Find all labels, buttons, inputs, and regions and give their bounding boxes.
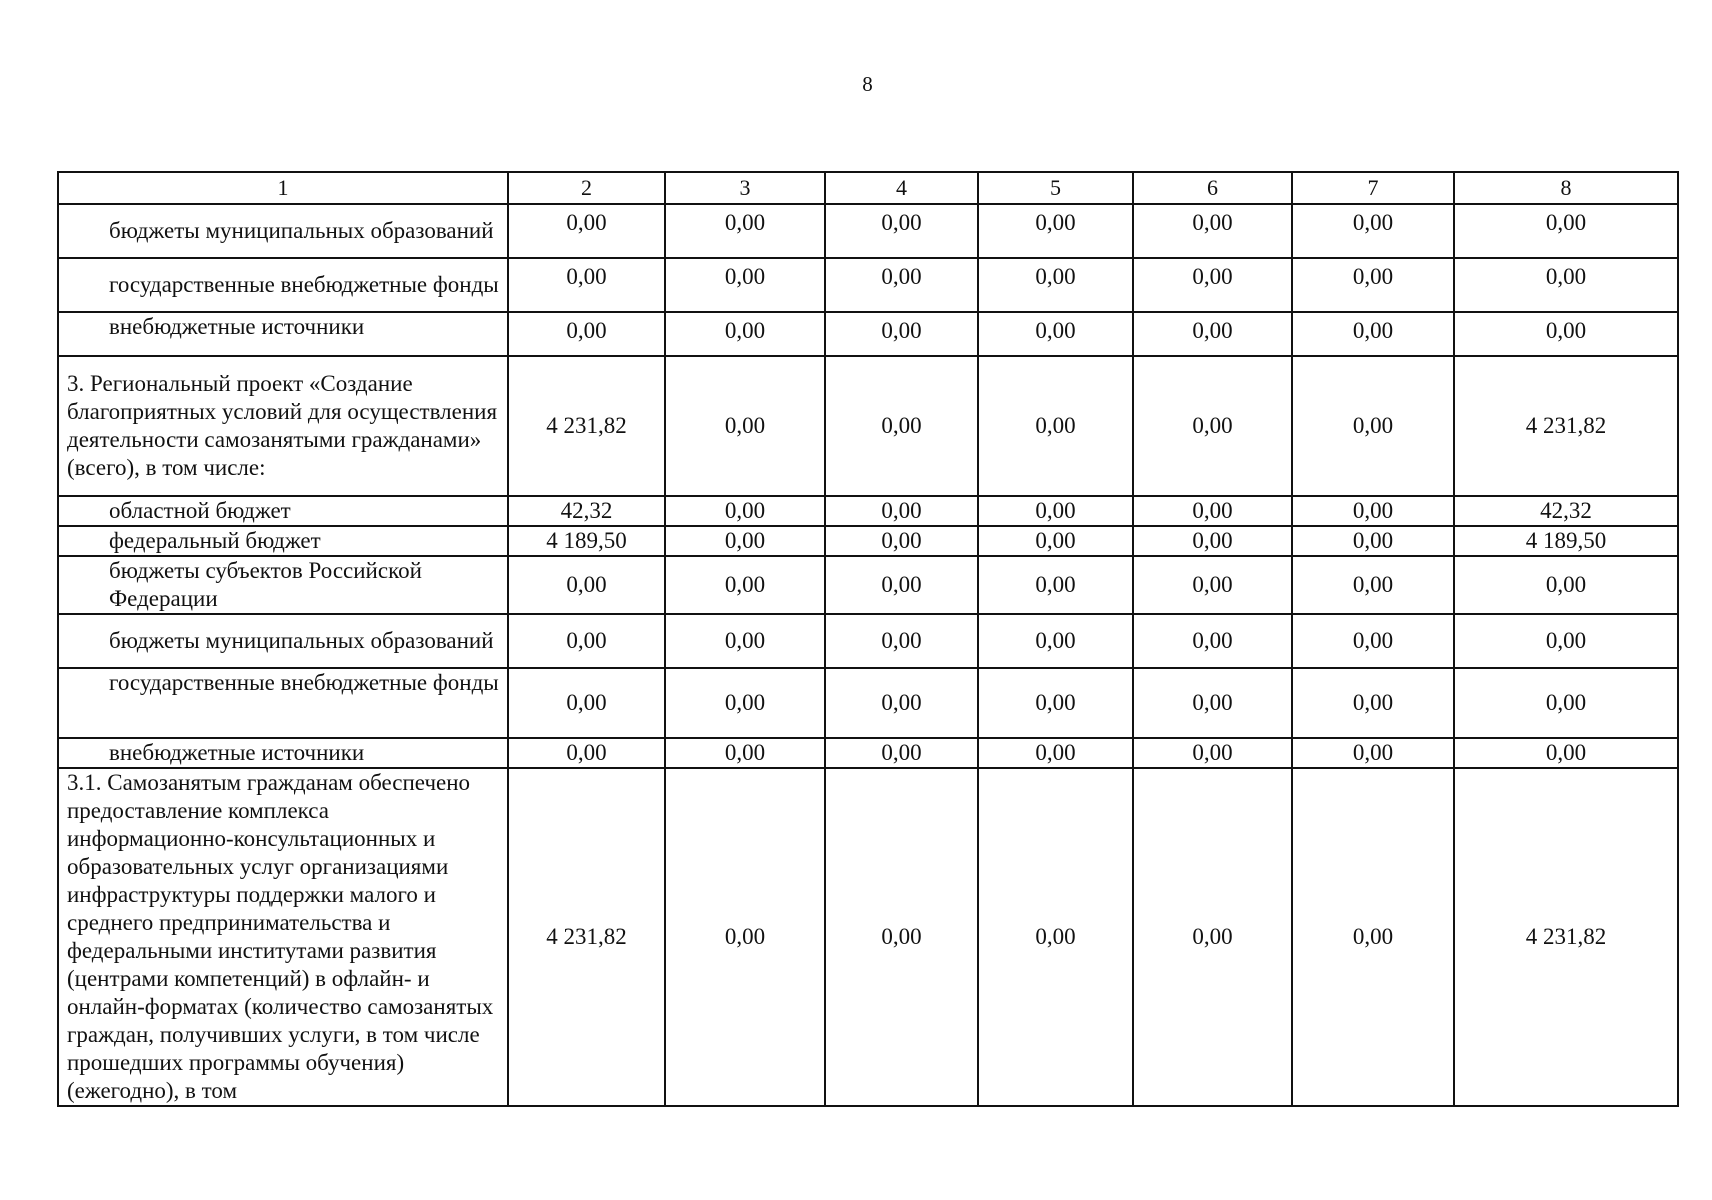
table-row [58,738,1678,768]
table-cell: 0,00 [978,312,1133,356]
table-cell: 0,00 [1292,614,1454,668]
table-cell: 0,00 [1133,356,1292,496]
table-cell: 0,00 [825,556,978,614]
table-cell: 0,00 [508,556,665,614]
table-cell: 0,00 [665,496,825,526]
row-label: федеральный бюджет [58,526,508,556]
row-label: государственные внебюджетные фонды [58,258,508,312]
table-cell: 0,00 [665,738,825,768]
table-cell: 4 231,82 [508,356,665,496]
table-cell: 0,00 [1133,526,1292,556]
table-cell: 0,00 [665,356,825,496]
table-cell: 0,00 [665,204,825,258]
page-number: 8 [862,72,873,96]
table-header-row [58,172,1678,204]
table-cell: 0,00 [1292,496,1454,526]
table-cell: 0,00 [1454,258,1678,312]
table-cell: 0,00 [978,496,1133,526]
table-cell: 0,00 [1133,204,1292,258]
column-header: 7 [1292,172,1454,204]
table-row [58,312,1678,356]
table-cell: 0,00 [508,204,665,258]
table-cell: 0,00 [665,312,825,356]
table-cell: 0,00 [1133,614,1292,668]
table-row [58,556,1678,614]
table-row [58,668,1678,738]
table-cell: 0,00 [825,614,978,668]
table-cell: 0,00 [978,258,1133,312]
table-cell: 0,00 [665,526,825,556]
table-cell: 0,00 [1292,768,1454,1106]
table-cell: 4 231,82 [1454,356,1678,496]
table-cell: 0,00 [825,204,978,258]
table-cell: 0,00 [978,556,1133,614]
table-row [58,614,1678,668]
table-cell: 0,00 [825,312,978,356]
table-cell: 0,00 [978,356,1133,496]
table-cell: 0,00 [1292,312,1454,356]
table-cell: 0,00 [1133,312,1292,356]
row-label: бюджеты субъектов Российской Федерации [58,556,508,614]
table-cell: 0,00 [1133,768,1292,1106]
row-label: бюджеты муниципальных образований [58,614,508,668]
table-cell: 0,00 [665,768,825,1106]
table-cell: 0,00 [1454,614,1678,668]
table-cell: 0,00 [508,614,665,668]
table-cell: 0,00 [1454,312,1678,356]
column-header: 6 [1133,172,1292,204]
table-cell: 0,00 [508,258,665,312]
table-cell: 0,00 [825,526,978,556]
table-cell: 0,00 [825,496,978,526]
row-label: областной бюджет [58,496,508,526]
section-label: 3.1. Самозанятым гражданам обеспечено предоставление комплекса информационно-консультационных и образовательных услуг организациями инфраструктуры поддержки малого и среднего предпринимательства и федеральными институтами развития (центрами компетенций) в офлайн- и онлайн-форматах (количество самозанятых граждан, получивших услуги, в том числе прошедших программы обучения) (ежегодно), в том [58,768,508,1106]
table-row [58,526,1678,556]
table-row [58,496,1678,526]
table-row [58,258,1678,312]
column-header: 4 [825,172,978,204]
section-label: 3. Региональный проект «Создание благоприятных условий для осуществления деятельности самозанятыми гражданами» (всего), в том числе: [58,356,508,496]
table-row [58,768,1678,1106]
table-cell: 0,00 [825,768,978,1106]
column-header: 1 [58,172,508,204]
table-cell: 4 189,50 [1454,526,1678,556]
table-cell: 0,00 [825,258,978,312]
table-cell: 0,00 [1133,738,1292,768]
table-cell: 0,00 [978,614,1133,668]
column-header: 8 [1454,172,1678,204]
table-cell: 0,00 [825,738,978,768]
table-cell: 0,00 [1133,556,1292,614]
table-cell: 0,00 [665,556,825,614]
table-cell: 0,00 [508,668,665,738]
table-cell: 0,00 [508,738,665,768]
row-label: бюджеты муниципальных образований [58,204,508,258]
table-cell: 0,00 [1454,556,1678,614]
table-cell: 0,00 [978,738,1133,768]
table-cell: 0,00 [1292,556,1454,614]
table-cell: 0,00 [508,312,665,356]
table-cell: 0,00 [665,258,825,312]
table-cell: 0,00 [1292,258,1454,312]
table-row [58,204,1678,258]
table-cell: 42,32 [508,496,665,526]
table-cell: 0,00 [1454,738,1678,768]
column-header: 5 [978,172,1133,204]
row-label: государственные внебюджетные фонды [58,668,508,738]
table-cell: 0,00 [1133,258,1292,312]
table-cell: 4 189,50 [508,526,665,556]
table-cell: 0,00 [1133,496,1292,526]
table-cell: 0,00 [1133,668,1292,738]
budget-table [57,171,1679,1107]
table-cell: 4 231,82 [508,768,665,1106]
table-cell: 0,00 [1454,204,1678,258]
table-cell: 0,00 [1454,668,1678,738]
column-header: 3 [665,172,825,204]
table-cell: 0,00 [1292,356,1454,496]
table-cell: 0,00 [665,614,825,668]
table-cell: 0,00 [1292,738,1454,768]
table-cell: 0,00 [1292,668,1454,738]
table-cell: 0,00 [1292,204,1454,258]
column-header: 2 [508,172,665,204]
table-cell: 0,00 [1292,526,1454,556]
table-cell: 0,00 [978,768,1133,1106]
table-cell: 0,00 [978,526,1133,556]
table-cell: 42,32 [1454,496,1678,526]
table-cell: 0,00 [978,668,1133,738]
table-cell: 0,00 [825,668,978,738]
table-cell: 4 231,82 [1454,768,1678,1106]
table-row [58,356,1678,496]
row-label: внебюджетные источники [58,312,508,356]
table-cell: 0,00 [978,204,1133,258]
row-label: внебюджетные источники [58,738,508,768]
table-cell: 0,00 [665,668,825,738]
table-cell: 0,00 [825,356,978,496]
